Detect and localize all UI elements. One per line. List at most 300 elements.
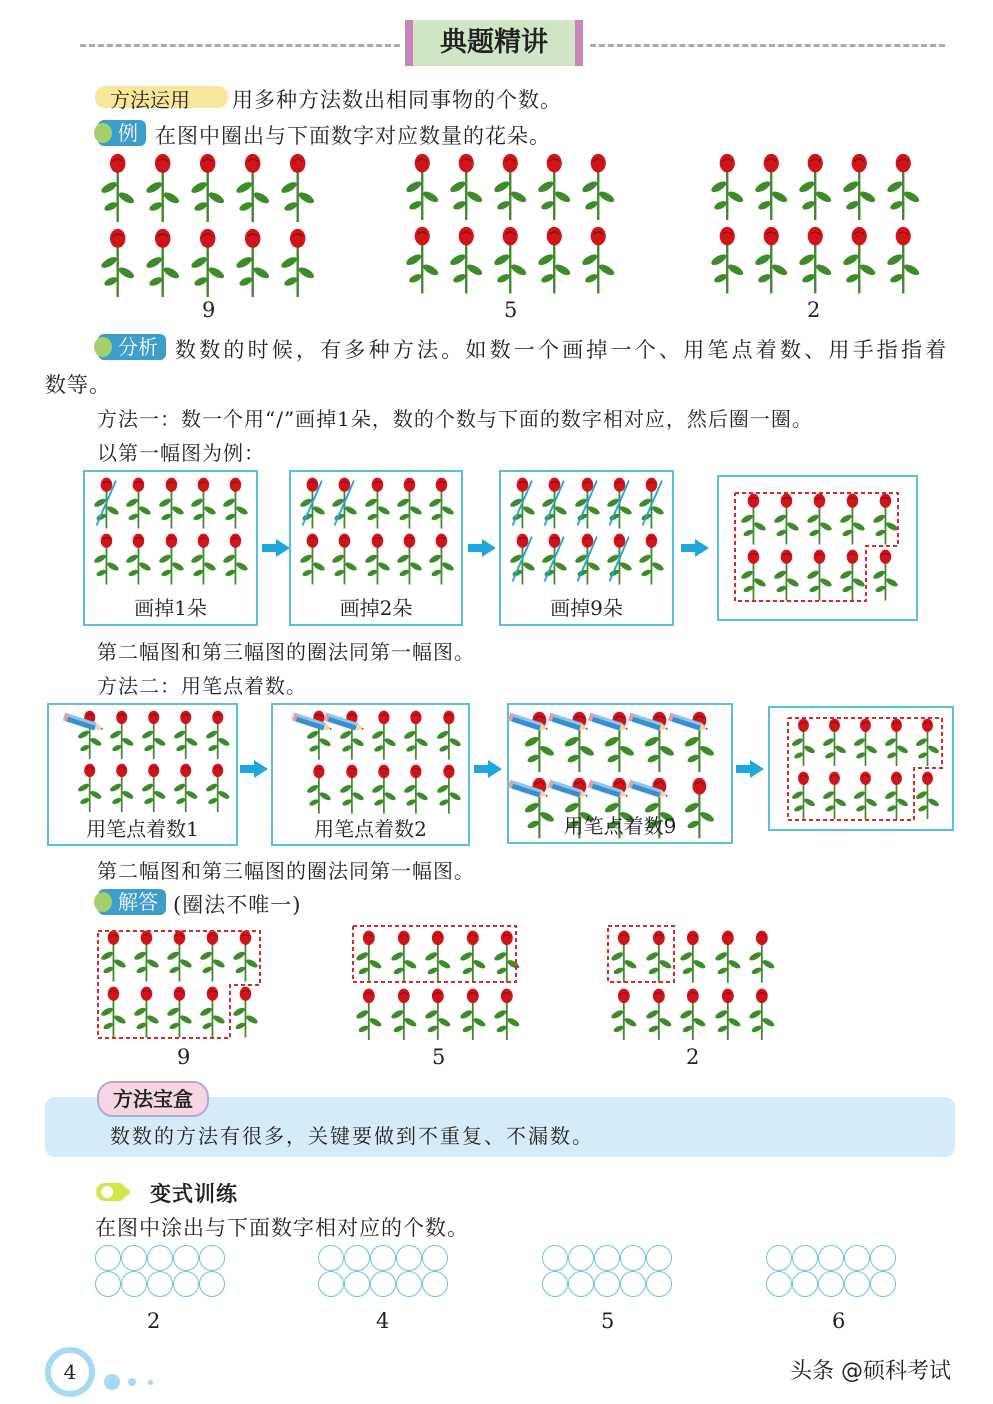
rose-icon [232,228,273,297]
rose [275,150,320,225]
circle[interactable] [173,1271,199,1297]
method1-text: 方法一：数一个用“/”画掉1朵，数的个数与下面的数字相对应，然后圈一圈。 [97,407,813,431]
rose-icon [362,533,393,585]
rose-icon [220,477,251,529]
circle-group[interactable] [766,1245,896,1297]
note-text: 第二幅图和第三幅图的圈法同第一幅图。 [97,859,475,883]
step-box [83,470,258,626]
rose [576,150,620,223]
slash-mark [571,475,603,531]
circle[interactable] [646,1245,672,1271]
circle[interactable] [121,1271,147,1297]
rose [90,531,122,587]
circle[interactable] [594,1271,620,1297]
rose-picture [74,708,234,810]
pencil-icon [627,714,671,732]
rose-icon [434,764,464,814]
rose [490,985,524,1042]
dashed-circle [786,716,946,824]
practice-label: 5 [601,1309,615,1333]
rose-icon [304,764,334,814]
circle[interactable] [199,1245,225,1271]
arrow-icon [482,539,496,557]
dashed-circle [733,491,903,603]
analysis-text: 数数的时候，有多种方法。如数一个画掉一个、用笔点着数、用手指指着 [175,338,950,362]
rose [710,928,744,985]
rose [421,985,455,1042]
rose [335,708,367,762]
example-label: 9 [202,298,216,322]
rose [202,761,234,814]
rose [426,531,458,587]
circle[interactable] [422,1245,448,1271]
rose-icon [277,153,318,222]
rose [603,475,635,531]
rose [90,475,122,531]
rose-icon [795,226,835,293]
step-caption: 画掉1朵 [134,596,207,620]
tip-tag: 方法宝盒 [97,1081,209,1117]
slash-mark [603,475,635,531]
circle[interactable] [147,1245,173,1271]
rose-icon [707,226,747,293]
rose-icon [490,153,530,220]
answer-label: 5 [432,1045,446,1069]
rose-icon [369,764,399,814]
rose-icon [839,153,879,220]
rose-picture [303,708,465,810]
pencil-icon [507,714,551,732]
rose [571,531,603,587]
rose-icon [712,988,744,1041]
slash-mark [603,531,635,587]
rose-picture [506,475,668,587]
rose-picture [705,150,925,295]
rose-icon [139,710,168,759]
rose [603,531,635,587]
pencil-icon [587,714,631,732]
rose-icon [353,988,385,1041]
rose-icon [156,533,187,585]
circle[interactable] [199,1271,225,1297]
rose [506,475,538,531]
rose [95,150,140,225]
circle[interactable] [870,1245,896,1271]
circle[interactable] [542,1245,568,1271]
rose [220,475,252,531]
rose [155,531,187,587]
rose-icon [446,153,486,220]
rose [676,928,710,985]
rose [881,150,925,223]
watermark: 头条 @硕科考试 [790,1359,951,1384]
rose-icon [677,988,709,1041]
dot [128,1378,136,1386]
circle[interactable] [396,1245,422,1271]
rose [636,531,668,587]
answer-label: 9 [177,1045,191,1069]
rose [393,475,425,531]
rose-icon [220,533,251,585]
circle[interactable] [95,1271,121,1297]
rose-icon [883,153,923,220]
rose [455,985,489,1042]
rose [140,150,185,225]
step-caption: 画掉9朵 [550,596,623,620]
circle[interactable] [422,1271,448,1297]
circle[interactable] [318,1245,344,1271]
arrow-icon [254,760,268,778]
rose-icon [123,533,154,585]
rose-picture [519,708,719,806]
circle[interactable] [370,1245,396,1271]
rose-icon [394,533,425,585]
result-box [768,706,954,831]
rose [187,475,219,531]
rose [170,708,202,761]
rose-icon [426,533,457,585]
analysis-badge: 分析 [98,334,166,360]
rose-icon [139,763,168,812]
circle[interactable] [844,1271,870,1297]
circle[interactable] [396,1271,422,1297]
note-text: 第二幅图和第三幅图的圈法同第一幅图。 [97,640,475,664]
circle[interactable] [147,1271,173,1297]
rose [170,761,202,814]
rose [538,475,570,531]
rose [705,150,749,223]
practice-title: 变式训练 [150,1182,238,1206]
circle-group[interactable] [318,1245,448,1297]
rose [705,223,749,296]
rose [793,223,837,296]
slash-mark [296,475,328,531]
pencil-icon [323,714,367,732]
rose-icon [746,988,778,1041]
rose-icon [156,477,187,529]
rose [433,762,465,816]
example-badge: 例 [98,120,146,146]
circle-group[interactable] [542,1245,672,1297]
circle[interactable] [344,1271,370,1297]
rose [400,762,432,816]
rose [328,531,360,587]
pencil-icon [587,781,631,799]
method-text: 用多种方法数出相同事物的个数。 [232,88,562,112]
rose [426,475,458,531]
circle[interactable] [95,1245,121,1271]
pencil-icon [62,714,106,732]
rose [607,985,641,1042]
rose [837,150,881,223]
rose-picture [95,150,320,295]
slash-mark [90,475,122,531]
rose [532,223,576,296]
rose-icon [187,153,228,222]
example-label: 2 [807,298,821,322]
rose [328,475,360,531]
rose-icon [297,533,328,585]
step-box [271,703,470,846]
step-caption: 用笔点着数1 [86,817,199,841]
rose-icon [232,153,273,222]
step-box [47,703,238,846]
step-box [507,703,733,844]
rose [641,985,675,1042]
rose-icon [401,764,431,814]
rose [433,708,465,762]
rose [676,985,710,1042]
rose [185,225,230,300]
circle[interactable] [818,1245,844,1271]
rose [296,475,328,531]
rose [140,225,185,300]
rose [220,531,252,587]
pencil-icon [547,781,591,799]
circle[interactable] [766,1271,792,1297]
dot [104,1374,120,1390]
rose-icon [534,153,574,220]
rose [538,531,570,587]
rose-icon [434,710,464,760]
circle[interactable] [844,1245,870,1271]
arrow-icon [750,760,764,778]
rose-icon [75,763,104,812]
rose [368,708,400,762]
rose-icon [578,226,618,293]
circle[interactable] [318,1271,344,1297]
step-caption: 画掉2朵 [339,596,413,620]
step-box [499,470,674,626]
rose-icon [712,930,744,983]
rose-icon [171,763,200,812]
circle[interactable] [620,1271,646,1297]
rose [202,708,234,761]
rose-icon [446,226,486,293]
rose [296,531,328,587]
rose-icon [751,153,791,220]
rose [74,708,106,761]
rose-icon [636,533,667,585]
page-number: 4 [45,1347,95,1397]
rose [95,225,140,300]
answer-note: (圈法不唯一) [173,893,302,917]
circle[interactable] [870,1271,896,1297]
rose [74,761,106,814]
rose-icon [277,228,318,297]
arrow-icon [695,539,709,557]
rose-icon [643,988,675,1041]
circle[interactable] [121,1245,147,1271]
rose [106,708,138,761]
rose-icon [426,477,457,529]
rose [230,150,275,225]
rose-icon [142,153,183,222]
circle[interactable] [568,1245,594,1271]
dashed-circle [97,930,263,1040]
practice-label: 4 [376,1309,390,1333]
rose-icon [123,477,154,529]
rose [361,531,393,587]
circle[interactable] [792,1245,818,1271]
slash-mark [506,531,538,587]
rose-icon [422,988,454,1041]
rose [488,150,532,223]
circle[interactable] [766,1245,792,1271]
rose [303,762,335,816]
rose-icon [187,228,228,297]
rose [745,985,779,1042]
rose-icon [97,228,138,297]
step-caption: 用笔点着数9 [563,814,677,838]
rose-icon [677,930,709,983]
rose-icon [142,228,183,297]
result-box [717,475,918,621]
rose-icon [337,764,367,814]
rose [710,985,744,1042]
rose [749,223,793,296]
rose-icon [883,226,923,293]
rose-icon [394,477,425,529]
rose-icon [608,988,640,1041]
rose [400,150,444,223]
rose-icon [491,988,523,1041]
rose-icon [707,153,747,220]
rose [106,761,138,814]
rose-icon [402,226,442,293]
rose-icon [107,710,136,759]
rose-icon [457,988,489,1041]
rose-icon [402,153,442,220]
rose [230,225,275,300]
rose [122,475,154,531]
pencil-icon [627,781,671,799]
rose [275,225,320,300]
dot [148,1380,153,1385]
rose-icon [91,533,122,585]
pencil-icon [667,714,711,732]
rose-icon [795,153,835,220]
slash-mark [636,475,668,531]
practice-label: 6 [832,1309,846,1333]
slash-mark [328,475,360,531]
rose-icon [490,226,530,293]
rose [576,223,620,296]
answer-badge: 解答 [98,889,166,915]
rose-icon [369,710,399,760]
step-caption: 用笔点着数2 [314,817,427,841]
rose-icon [203,763,232,812]
rose [793,150,837,223]
slash-mark [506,475,538,531]
circle[interactable] [370,1271,396,1297]
circle[interactable] [818,1271,844,1297]
rose-picture [296,475,458,587]
rose [138,761,170,814]
circle[interactable] [646,1271,672,1297]
practice-instruction: 在图中涂出与下面数字相对应的个数。 [95,1216,469,1240]
dashed-circle [352,925,518,985]
method-tag: 方法运用 [110,88,190,112]
answer-label: 2 [686,1045,700,1069]
divider [590,44,945,47]
practice-icon [93,1180,133,1204]
arrow-icon [276,539,290,557]
rose [386,985,420,1042]
rose [352,985,386,1042]
circle[interactable] [792,1271,818,1297]
circle[interactable] [542,1271,568,1297]
rose-icon [401,710,431,760]
rose [837,223,881,296]
rose-icon [839,226,879,293]
rose-icon [534,226,574,293]
arrow-icon [488,760,502,778]
rose-icon [329,533,360,585]
rose [187,531,219,587]
rose-icon [578,153,618,220]
rose [749,150,793,223]
rose [155,475,187,531]
slash-mark [571,531,603,587]
circle[interactable] [344,1245,370,1271]
slash-mark [538,531,570,587]
rose [745,928,779,985]
rose-picture [400,150,620,295]
dashed-circle [607,925,677,985]
rose [400,708,432,762]
circle[interactable] [620,1245,646,1271]
circle[interactable] [568,1271,594,1297]
rose-icon [188,477,219,529]
circle[interactable] [594,1245,620,1271]
example-text: 在图中圈出与下面数字对应数量的花朵。 [155,124,551,148]
rose-icon [751,226,791,293]
analysis-text: 数等。 [45,373,111,397]
rose [532,150,576,223]
circle-group[interactable] [95,1245,225,1297]
pencil-icon [507,781,551,799]
rose-icon [362,477,393,529]
rose-picture [90,475,252,587]
rose-icon [203,710,232,759]
rose [368,762,400,816]
rose [138,708,170,761]
slash-mark [538,475,570,531]
rose-icon [188,533,219,585]
rose-icon [171,710,200,759]
tip-text: 数数的方法有很多，关键要做到不重复、不漏数。 [110,1124,594,1148]
pencil-icon [547,714,591,732]
method1-example: 以第一幅图为例： [97,441,265,465]
circle[interactable] [173,1245,199,1271]
rose [488,223,532,296]
rose [881,223,925,296]
rose [393,531,425,587]
rose-icon [746,930,778,983]
practice-label: 2 [147,1309,161,1333]
example-label: 5 [504,298,518,322]
rose [506,531,538,587]
rose [444,223,488,296]
rose [444,150,488,223]
rose [361,475,393,531]
rose [122,531,154,587]
section-title: 典题精讲 [405,20,583,66]
rose-icon [388,988,420,1041]
rose [636,475,668,531]
rose [185,150,230,225]
